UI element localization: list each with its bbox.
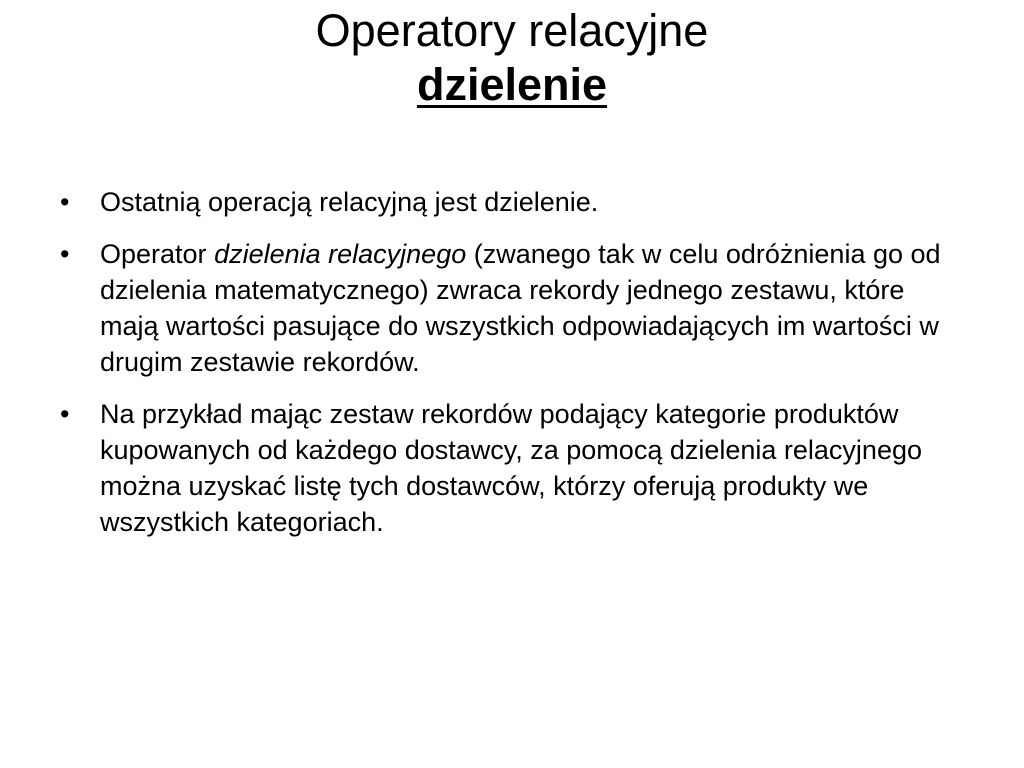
bullet-marker: • xyxy=(60,187,70,217)
bullet-text: Operator xyxy=(100,239,215,269)
bullet-item xyxy=(60,184,960,220)
bullet-emphasis: dzielenia relacyjnego xyxy=(214,239,467,269)
title-subtitle: dzielenie xyxy=(416,59,608,110)
title-main: Operatory relacyjne xyxy=(315,5,709,56)
bullet-list xyxy=(60,184,960,556)
bullet-text: Ostatnią operacją relacyjną jest dzielenie. xyxy=(100,187,599,217)
bullet-marker: • xyxy=(60,399,70,429)
bullet-text: (zwanego tak w celu odróżnienia go od dzielenia matematycznego) zwraca rekordy jednego zestawu, które mają wartości pasujące do wszystkich odpowiadających im wartości w drugim zestawie rekordów. xyxy=(100,239,941,377)
slide-title xyxy=(0,4,1024,112)
bullet-item xyxy=(60,236,960,380)
bullet-marker: • xyxy=(60,239,70,269)
bullet-item xyxy=(60,396,960,540)
bullet-text: Na przykład mając zestaw rekordów podający kategorie produktów kupowanych od każdego dostawcy, za pomocą dzielenia relacyjnego można uzyskać listę tych dostawców, którzy oferują produkty we wszystkich kategoriach. xyxy=(100,399,922,537)
